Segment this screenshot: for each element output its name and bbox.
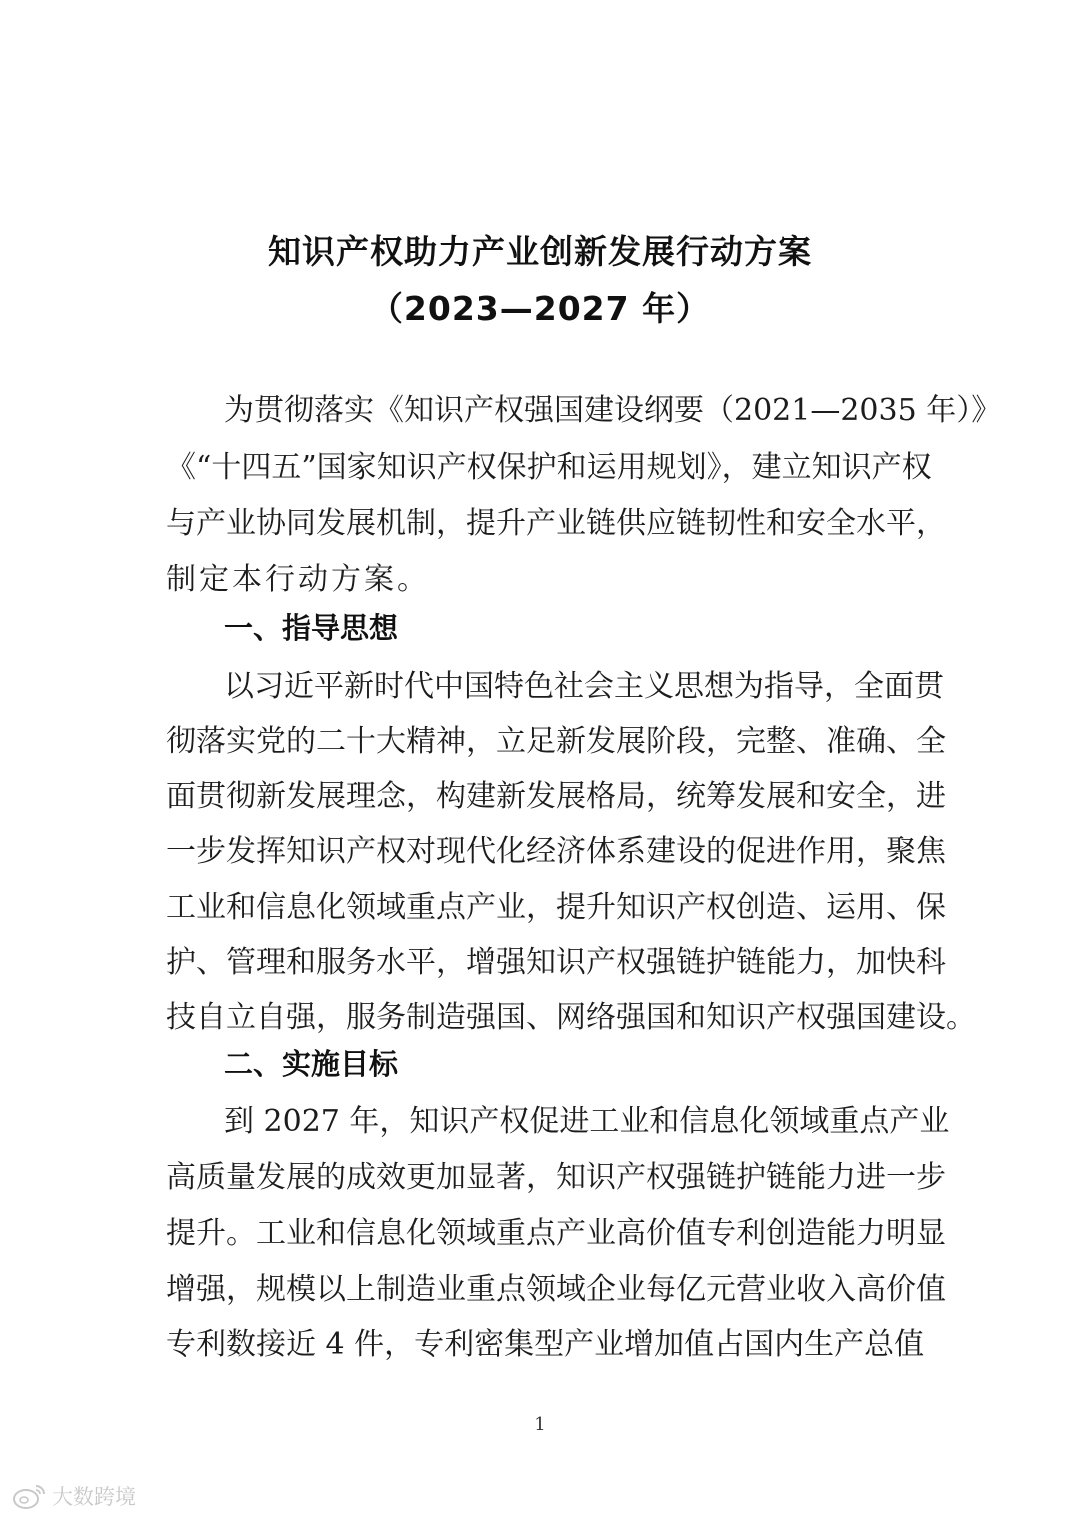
weibo-logo-icon [12,1482,46,1510]
paragraph-line: 高质量发展的成效更加显著，知识产权强链护链能力进一步 [166,1160,946,1195]
paragraph-line: 面贯彻新发展理念，构建新发展格局，统筹发展和安全，进 [166,779,946,814]
page-number: 1 [534,1414,546,1435]
paragraph-line: 到 2027 年，知识产权促进工业和信息化领域重点产业 [224,1104,950,1139]
intro-line: 为贯彻落实《知识产权强国建设纲要（2021—2035 年）》 [224,393,1002,428]
intro-line: 制定本行动方案。 [166,562,430,597]
document-title: 知识产权助力产业创新发展行动方案 [268,232,812,271]
paragraph-line: 护、管理和服务水平，增强知识产权强链护链能力，加快科 [166,945,946,980]
paragraph-line: 一步发挥知识产权对现代化经济体系建设的促进作用，聚焦 [166,834,946,869]
paragraph-line: 以习近平新时代中国特色社会主义思想为指导，全面贯 [224,669,944,704]
paragraph-line: 专利数接近 4 件，专利密集型产业增加值占国内生产总值 [166,1327,925,1362]
paragraph-line: 技自立自强，服务制造强国、网络强国和知识产权强国建设。 [166,1000,976,1035]
watermark [12,1480,136,1512]
paragraph-line: 工业和信息化领域重点产业，提升知识产权创造、运用、保 [166,890,946,925]
paragraph-line: 彻落实党的二十大精神，立足新发展阶段，完整、准确、全 [166,724,946,759]
section-heading-guiding-ideology: 一、指导思想 [224,611,399,645]
intro-line: 《“十四五”国家知识产权保护和运用规划》，建立知识产权 [166,450,932,485]
document-subtitle: （2023—2027 年） [369,289,711,328]
watermark-text: 大数跨境 [52,1485,136,1509]
intro-line: 与产业协同发展机制，提升产业链供应链韧性和安全水平， [166,506,946,541]
paragraph-line: 提升。工业和信息化领域重点产业高价值专利创造能力明显 [166,1216,946,1251]
paragraph-line: 增强，规模以上制造业重点领域企业每亿元营业收入高价值 [166,1272,946,1307]
section-heading-targets: 二、实施目标 [224,1047,399,1081]
